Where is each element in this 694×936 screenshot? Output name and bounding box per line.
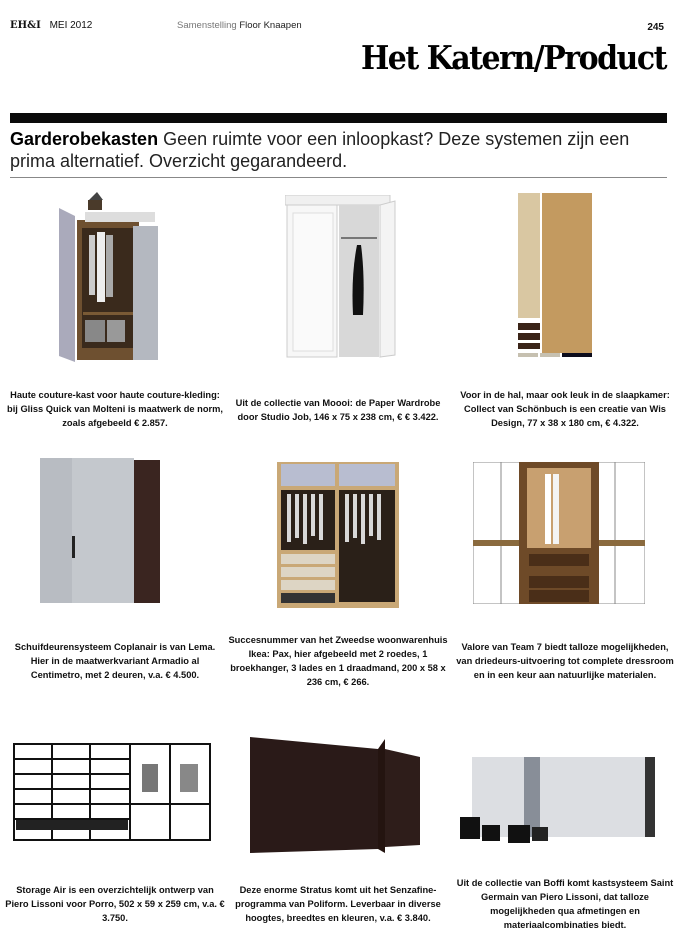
product-image-paper-wardrobe [285, 195, 400, 365]
intro-keyword: Garderobekasten [10, 129, 159, 149]
page-number: 245 [647, 22, 664, 33]
product-image-stratus [250, 735, 425, 855]
product-image-collect-base [515, 353, 595, 378]
credit [177, 20, 302, 31]
issue-info [10, 20, 92, 31]
product-caption: Deze enorme Stratus komt uit het Senzafine-programma van Poliform. Leverbaar in diverse hoogtes, breedtes en kleuren, v.a. € 3.840. [235, 885, 441, 923]
issue-date: MEI 2012 [49, 20, 93, 31]
credit-label: Samenstelling [177, 20, 237, 31]
product-caption: Haute couture-kast voor haute couture-kleding: bij Gliss Quick van Molteni is maatwerk de norm, zoals afgebeeld € 2.857. [7, 390, 223, 428]
product-image-collect [515, 193, 595, 353]
heading-rule [10, 113, 667, 123]
intro-text [10, 128, 670, 172]
product-image-saint-germain [460, 755, 660, 850]
product-caption: Valore van Team 7 biedt talloze mogelijkheden, van driedeurs-uitvoering tot complete dressroom en in een keur aan natuurlijke materialen. [456, 642, 674, 680]
section-title: Het Katern/Product [360, 40, 666, 78]
magazine-logo: EH&I [10, 20, 41, 31]
product-image-molteni [55, 190, 165, 365]
product-caption: Succesnummer van het Zweedse woonwarenhuis Ikea: Pax, hier afgebeeld met 2 roedes, 1 broekhanger, 3 lades en 1 draadmand, 200 x 58 x 236 cm, € 266. [228, 635, 448, 687]
divider [10, 177, 667, 178]
credit-name: Floor Knaapen [239, 20, 302, 31]
product-caption: Uit de collectie van Boffi komt kastsysteem Saint Germain van Piero Lissoni, dat talloze mogelijkheden qua afmetingen en materiaalcombinaties biedt. [456, 878, 674, 930]
product-caption: Schuifdeurensysteem Coplanair is van Lema. Hier in de maatwerkvariant Armadio al Centimetro, met 2 deuren, v.a. € 4.500. [14, 642, 216, 680]
product-caption: Voor in de hal, maar ook leuk in de slaapkamer: Collect van Schönbuch is een creatie van Wis Design, 77 x 38 x 180 cm, € 4.322. [460, 390, 670, 428]
product-image-coplanair [40, 458, 165, 608]
intro-body: Geen ruimte voor een inloopkast? Deze systemen zijn een prima alternatief. Overzicht gegarandeerd. [10, 129, 630, 171]
product-image-pax [277, 462, 399, 608]
product-caption: Storage Air is een overzichtelijk ontwerp van Piero Lissoni voor Porro, 502 x 59 x 259 cm, v.a. € 3.750. [5, 885, 225, 923]
product-image-valore [473, 462, 645, 604]
product-caption: Uit de collectie van Moooi: de Paper Wardrobe door Studio Job, 146 x 75 x 238 cm, € € 3.422. [235, 398, 441, 422]
product-image-storage-air [12, 742, 212, 842]
